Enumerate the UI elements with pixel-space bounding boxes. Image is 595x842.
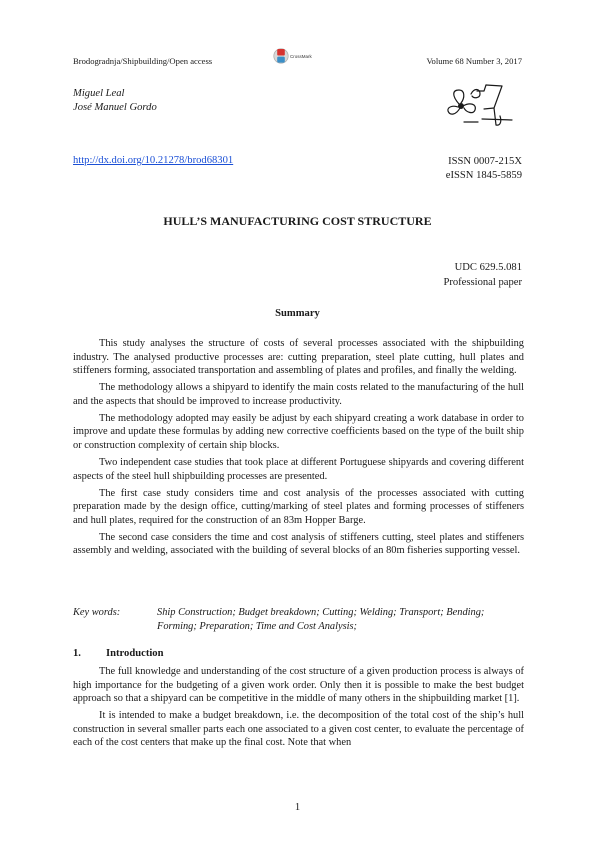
keywords-label: Key words: [73,607,121,618]
author-name: José Manuel Gordo [73,102,157,113]
crossmark-label: CrossMark [290,54,312,59]
summary-paragraph: Two independent case studies that took place at different Portuguese shipyards and covering different aspects of the steel hull shipbuilding processes are presented. [73,456,524,482]
summary-paragraph: This study analyses the structure of costs of several processes associated with the shipbuilding industry. The analysed productive processes are: cutting preparation, steel plate cutting, hull plates and stiffeners forming, associated transportation and assembling of plates and profiles, and finally the welding. [73,338,524,377]
author-list [73,87,157,115]
intro-paragraph: The full knowledge and understanding of the cost structure of a given production process is always of high importance for the budgeting of a given work order. Only then it is possible to make the best budget approach so that a shipyard can be competitive in the middle of many others in the shipbuilding market [1]. [73,666,524,705]
issn-block [446,155,522,183]
keywords-value: Ship Construction; Budget breakdown; Cutting; Welding; Transport; Bending; Forming; Preparation; Time and Cost Analysis; [157,607,485,632]
introduction-body [73,665,524,753]
summary-paragraph: The methodology allows a shipyard to identify the main costs related to the manufacturing of the hull and the aspects that should be improved to increase productivity. [73,382,524,407]
section-number: 1. [73,648,81,659]
author-name: Miguel Leal [73,88,125,99]
paper-title: HULL’S MANUFACTURING COST STRUCTURE [163,214,432,228]
section-title: Introduction [106,648,164,659]
volume-header: Volume 68 Number 3, 2017 [426,56,522,66]
journal-header: Brodogradnja/Shipbuilding/Open access [73,56,213,66]
summary-paragraph: The second case considers the time and cost analysis of stiffeners cutting, steel plates and stiffeners assembly and welding, associated with the building of several blocks of an 80m fisheries supporting vessel. [73,531,524,557]
issn: ISSN 0007-215X [448,156,522,167]
doi-link[interactable]: http://dx.doi.org/10.21278/brod68301 [73,155,234,166]
udc-code: UDC 629.5.081 [454,262,522,273]
crossmark-logo[interactable] [273,45,327,67]
page-number: 1 [294,802,301,813]
classification-block [443,260,522,290]
paper-type: Professional paper [443,277,522,288]
eissn: eISSN 1845-5859 [445,170,522,181]
section-heading [73,648,164,659]
summary-heading: Summary [275,308,320,319]
summary-body [73,337,524,561]
crossmark-icon [273,45,289,67]
summary-paragraph: The first case study considers time and cost analysis of the processes associated with cutting preparation made by the design office, cutting/marking of steel plates and forming processes of stiffeners and hull plates, required for the construction of an 83m Hopper Barge. [73,487,524,526]
intro-paragraph: It is intended to make a budget breakdown, i.e. the decomposition of the total cost of the ship’s hull construction in several smaller parts each one associated to a given cost center, to evaluate the percentage of each of the cost centers that make up the final cost. Note that when [73,710,524,749]
summary-paragraph: The methodology adopted may easily be adjust by each shipyard creating a work database in order to improve and update these formulas by adding new corrective coefficients based on the type of the built ship or construction complexity of certain ship blocks. [73,412,524,451]
journal-logo-icon [442,82,520,132]
